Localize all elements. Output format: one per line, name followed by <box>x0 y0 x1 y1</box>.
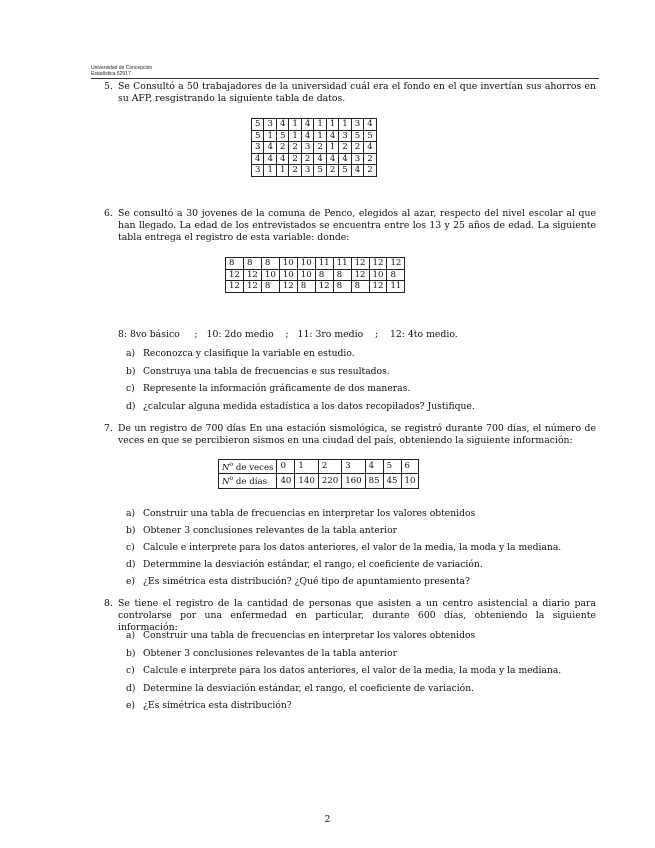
table-cell: 12 <box>243 281 261 293</box>
table-row <box>252 153 377 165</box>
table-cell: 1 <box>264 165 276 177</box>
table-cell: 12 <box>226 281 244 293</box>
table-cell: 0 <box>277 460 295 474</box>
list-item <box>126 559 483 570</box>
table-row <box>252 142 377 154</box>
table-cell: 11 <box>387 281 405 293</box>
table-cell: 12 <box>226 269 244 281</box>
list-item-text: Calcule e interprete para los datos anteriores, el valor de la media, la moda y la mediana. <box>143 542 562 553</box>
table-cell: 4 <box>252 153 264 165</box>
table-cell: 10 <box>279 258 297 270</box>
q7-row2-label: $N^o$ de días <box>219 474 277 488</box>
table-cell: 2 <box>314 142 326 154</box>
list-item-text: Determmine la desviación estándar, el rango, el coeficiente de variación. <box>143 559 483 570</box>
table-cell: 85 <box>365 474 383 488</box>
q5-data-table <box>251 118 377 177</box>
table-cell: 8 <box>315 269 333 281</box>
table-cell: 4 <box>301 130 313 142</box>
table-cell: 4 <box>364 142 376 154</box>
table-cell: 160 <box>342 474 365 488</box>
q5-text: Se Consultó a 50 trabajadores de la universidad cuál era el fondo en el que invertían sus ahorros en su AFP, resgistrando la siguiente tabla de datos. <box>118 81 596 104</box>
list-item <box>126 508 475 519</box>
table-cell: 2 <box>364 153 376 165</box>
q6-text: Se consultó a 30 jovenes de la comuna de Penco, elegidos al azar, respecto del nivel escolar al que han llegado. La edad de los entrevistados se encuentra entre los 13 y 25 años de edad. La siguiente tabla entrega el registro de esta variable: donde: <box>118 208 596 243</box>
table-cell: 4 <box>276 153 288 165</box>
table-cell: 4 <box>276 119 288 131</box>
table-cell: 5 <box>252 130 264 142</box>
table-cell: 5 <box>351 130 363 142</box>
table-cell: 2 <box>318 460 341 474</box>
q7-frequency-table <box>218 459 419 489</box>
list-item-label: e) <box>126 700 136 711</box>
table-cell: 4 <box>339 153 351 165</box>
table-cell: 10 <box>261 269 279 281</box>
table-cell: 4 <box>365 460 383 474</box>
q7-row1-label: $N^o$ de veces <box>219 460 277 474</box>
list-item-label: d) <box>126 682 136 694</box>
table-cell: 2 <box>301 153 313 165</box>
list-item-label: a) <box>126 508 136 519</box>
table-cell: 40 <box>277 474 295 488</box>
list-item <box>126 542 561 553</box>
table-cell: 1 <box>295 460 318 474</box>
list-item-label: b) <box>126 365 136 377</box>
table-cell: 4 <box>264 153 276 165</box>
q7-text: De un registro de 700 días En una estación sismológica, se registró durante 700 días, el número de veces en que se percibieron sismos en una ciudad del país, obteniendo la siguiente información: <box>118 423 596 446</box>
list-item-label: d) <box>126 400 136 412</box>
header-rule <box>91 78 599 79</box>
list-item <box>126 665 561 676</box>
table-cell: 8 <box>333 269 351 281</box>
list-item-label: e) <box>126 576 136 587</box>
list-item-label: d) <box>126 559 136 570</box>
table-cell: 4 <box>314 153 326 165</box>
table-cell: 4 <box>264 142 276 154</box>
list-item-text: Represente la información gráficamente de dos maneras. <box>143 383 411 394</box>
list-item-text: Calcule e interprete para los datos anteriores, el valor de la media, la moda y la mediana. <box>143 665 562 676</box>
table-row <box>252 130 377 142</box>
table-cell: 5 <box>339 165 351 177</box>
table-cell: 1 <box>289 119 301 131</box>
list-item-label: b) <box>126 647 136 659</box>
table-cell: 12 <box>243 269 261 281</box>
list-item-text: Construir una tabla de frecuencias en interpretar los valores obtenidos <box>143 508 476 519</box>
page-number: 2 <box>324 814 331 825</box>
table-cell: 8 <box>261 258 279 270</box>
list-item-text: Reconozca y clasifique la variable en estudio. <box>143 348 355 359</box>
q6-legend: 8: 8vo básico ; 10: 2do medio ; 11: 3ro medio ; 12: 4to medio. <box>118 329 458 340</box>
table-cell: 5 <box>383 460 401 474</box>
list-item <box>126 383 410 394</box>
table-cell: 3 <box>252 142 264 154</box>
table-cell: 11 <box>333 258 351 270</box>
list-item <box>126 648 397 659</box>
table-cell: 1 <box>314 130 326 142</box>
table-cell: 4 <box>364 119 376 131</box>
table-row <box>226 269 405 281</box>
table-cell: 4 <box>326 130 338 142</box>
q8-number: 8. <box>104 598 113 609</box>
list-item-text: Determine la desviación estándar, el rango, el coeficiente de variación. <box>143 682 475 694</box>
header-course: Estadística 52917 <box>91 70 131 77</box>
list-item <box>126 525 397 536</box>
table-cell: 220 <box>318 474 341 488</box>
q5-number: 5. <box>104 81 113 92</box>
list-item <box>126 348 355 359</box>
table-cell: 45 <box>383 474 401 488</box>
list-item <box>126 630 475 641</box>
table-cell: 8 <box>351 281 369 293</box>
table-cell: 4 <box>301 119 313 131</box>
q7-row-dias <box>219 474 419 488</box>
table-cell: 12 <box>351 269 369 281</box>
table-cell: 6 <box>401 460 419 474</box>
table-cell: 12 <box>369 258 387 270</box>
table-cell: 3 <box>301 142 313 154</box>
table-cell: 12 <box>369 281 387 293</box>
table-cell: 2 <box>364 165 376 177</box>
table-cell: 10 <box>297 258 315 270</box>
table-cell: 10 <box>297 269 315 281</box>
list-item <box>126 366 390 377</box>
list-item-text: Obtener 3 conclusiones relevantes de la tabla anterior <box>143 647 398 659</box>
q7-number: 7. <box>104 423 113 434</box>
table-cell: 8 <box>226 258 244 270</box>
table-cell: 10 <box>401 474 419 488</box>
table-cell: 1 <box>339 119 351 131</box>
table-row <box>226 258 405 270</box>
list-item <box>126 683 474 694</box>
table-cell: 8 <box>261 281 279 293</box>
table-cell: 8 <box>243 258 261 270</box>
table-cell: 3 <box>252 165 264 177</box>
list-item-label: a) <box>126 348 136 359</box>
table-cell: 8 <box>333 281 351 293</box>
table-cell: 2 <box>289 165 301 177</box>
list-item-label: c) <box>126 383 135 394</box>
q6-data-table <box>225 257 405 293</box>
list-item-text: ¿Es simétrica esta distribución? <box>143 700 292 711</box>
table-cell: 3 <box>264 119 276 131</box>
table-cell: 12 <box>279 281 297 293</box>
table-cell: 3 <box>351 119 363 131</box>
table-cell: 10 <box>279 269 297 281</box>
header-institution: Universidad de Concepción <box>91 65 153 71</box>
table-cell: 4 <box>326 153 338 165</box>
table-cell: 3 <box>339 130 351 142</box>
table-cell: 2 <box>339 142 351 154</box>
table-cell: 1 <box>326 142 338 154</box>
table-cell: 2 <box>276 142 288 154</box>
table-row <box>226 281 405 293</box>
table-cell: 11 <box>315 258 333 270</box>
table-cell: 4 <box>351 165 363 177</box>
table-cell: 12 <box>351 258 369 270</box>
table-cell: 140 <box>295 474 318 488</box>
list-item-text: Construir una tabla de frecuencias en interpretar los valores obtenidos <box>143 630 476 641</box>
table-cell: 1 <box>264 130 276 142</box>
list-item <box>126 700 292 711</box>
table-cell: 2 <box>351 142 363 154</box>
list-item-label: c) <box>126 665 135 676</box>
list-item-label: b) <box>126 525 136 536</box>
table-cell: 5 <box>314 165 326 177</box>
q7-row-veces <box>219 460 419 474</box>
list-item <box>126 576 470 587</box>
list-item-text: ¿calcular alguna medida estadística a los datos recopilados? Justifique. <box>143 400 475 412</box>
q8-text: Se tiene el registro de la cantidad de personas que asisten a un centro asistencial a diario para controlarse por una enfermedad en particular, durante 600 días, obteniendo la siguiente información: <box>118 598 596 633</box>
list-item-label: a) <box>126 630 136 641</box>
table-cell: 8 <box>297 281 315 293</box>
table-cell: 3 <box>342 460 365 474</box>
table-row <box>252 119 377 131</box>
list-item-text: Construya una tabla de frecuencias e sus resultados. <box>143 365 390 377</box>
list-item <box>126 401 475 412</box>
table-cell: 2 <box>289 142 301 154</box>
table-cell: 8 <box>387 269 405 281</box>
q6-number: 6. <box>104 208 113 219</box>
table-cell: 1 <box>289 130 301 142</box>
table-cell: 12 <box>315 281 333 293</box>
table-cell: 2 <box>289 153 301 165</box>
table-cell: 5 <box>276 130 288 142</box>
table-cell: 1 <box>314 119 326 131</box>
table-cell: 12 <box>387 258 405 270</box>
table-cell: 1 <box>326 119 338 131</box>
table-cell: 10 <box>369 269 387 281</box>
table-cell: 2 <box>326 165 338 177</box>
list-item-text: Obtener 3 conclusiones relevantes de la tabla anterior <box>143 525 398 536</box>
table-cell: 3 <box>351 153 363 165</box>
table-cell: 3 <box>301 165 313 177</box>
table-cell: 5 <box>252 119 264 131</box>
list-item-label: c) <box>126 542 135 553</box>
list-item-text: ¿Es simétrica esta distribución? ¿Qué tipo de apuntamiento presenta? <box>143 576 470 587</box>
table-cell: 1 <box>276 165 288 177</box>
page-header <box>91 66 152 77</box>
table-row <box>252 165 377 177</box>
table-cell: 5 <box>364 130 376 142</box>
